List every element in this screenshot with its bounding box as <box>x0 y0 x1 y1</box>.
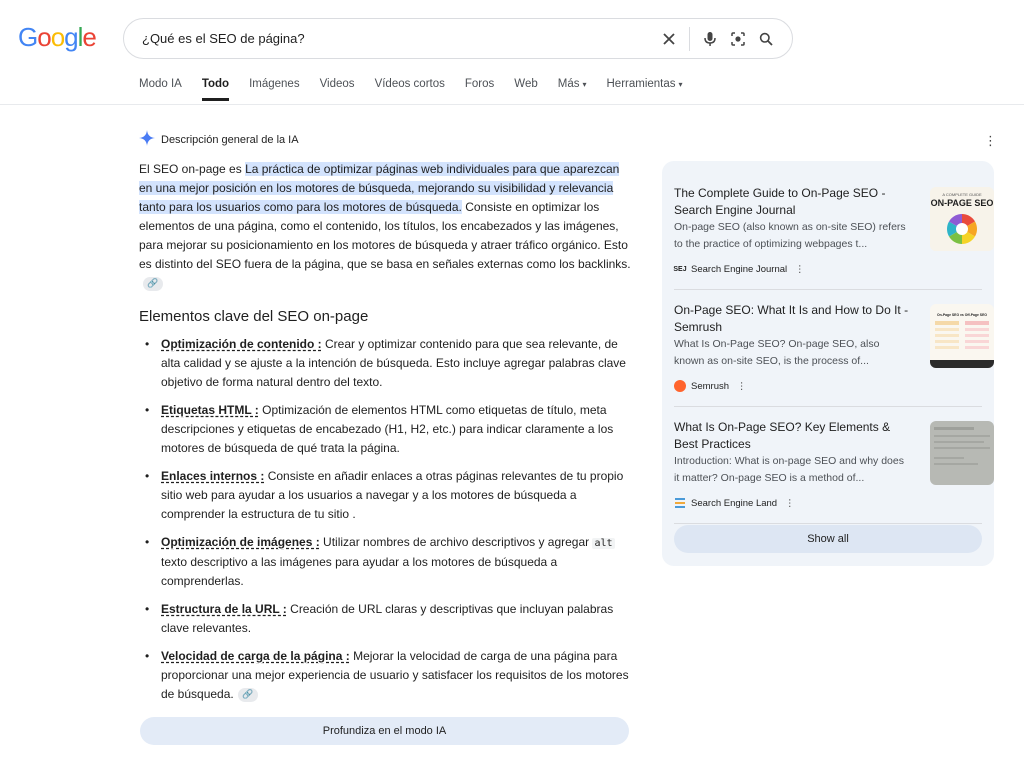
source-card[interactable] <box>674 290 987 407</box>
source-title[interactable]: On-Page SEO: What It Is and How to Do It - Semrush <box>674 303 909 334</box>
intro-pre: El SEO on-page es <box>139 162 246 176</box>
header-divider <box>0 104 1024 105</box>
google-logo[interactable] <box>18 22 96 53</box>
item-text: Creación de URL claras y descriptivas que incluyan palabras clave relevantes. <box>161 602 614 635</box>
thumb-title-text: ON-PAGE SEO <box>930 198 994 208</box>
source-site <box>674 263 805 275</box>
source-snippet: On-page SEO (also known as on-site SEO) refers to the practice of optimizing webpages t... <box>674 221 906 250</box>
source-title[interactable]: The Complete Guide to On-Page SEO - Search Engine Journal <box>674 186 886 217</box>
tab-short-videos[interactable]: Vídeos cortos <box>374 78 445 90</box>
tab-web[interactable]: Web <box>514 78 538 90</box>
logo-letter: l <box>77 22 83 52</box>
source-site-name: Semrush <box>691 380 730 392</box>
section-title: Elementos clave del SEO on-page <box>139 308 369 325</box>
tab-images[interactable]: Imágenes <box>249 78 300 90</box>
term-link[interactable]: Etiquetas HTML : <box>161 403 259 417</box>
intro-post: Consiste en optimizar los elementos de una página, como el contenido, los títulos, los encabezados y las imágenes, para mejorar su posicionamiento en los motores de búsqueda y atraer tráfico orgánico. Esto es distinto del SEO fuera de la página, que se basa en señales externas como los backlinks. <box>139 200 631 271</box>
source-site-name: Search Engine Journal <box>691 263 788 275</box>
ai-overview-header <box>139 130 299 149</box>
more-options-icon[interactable]: ⋮ <box>795 263 805 275</box>
tab-tools-label: Herramientas <box>606 78 676 90</box>
item-text: Optimización de elementos HTML como etiquetas de título, meta descripciones y etiquetas de encabezado (H1, H2, etc.) para indicar claramente a los motores de búsqueda de qué trata la página. <box>161 403 614 455</box>
source-title[interactable]: What Is On-Page SEO? Key Elements & Best Practices <box>674 420 891 451</box>
sel-favicon-icon <box>674 497 686 509</box>
tab-videos[interactable]: Videos <box>319 78 355 90</box>
source-card[interactable] <box>674 407 982 524</box>
source-thumbnail[interactable] <box>930 304 994 368</box>
source-site-name: Search Engine Land <box>691 497 778 509</box>
item-text: Mejorar la velocidad de carga de una página para proporcionar una mejor experiencia de usuario y satisfacer los requisitos de los motores de búsqueda. <box>161 649 629 701</box>
more-options-icon[interactable]: ⋮ <box>984 133 997 148</box>
tab-ai-mode[interactable]: Modo IA <box>139 78 182 90</box>
list-item <box>139 647 631 704</box>
more-options-icon[interactable]: ⋮ <box>785 497 795 509</box>
show-all-button[interactable]: Show all <box>674 525 982 553</box>
search-box[interactable] <box>123 18 793 59</box>
term-link[interactable]: Optimización de imágenes : <box>161 535 320 549</box>
chevron-down-icon: ▾ <box>678 80 683 89</box>
thumb-top-text: A COMPLETE GUIDE <box>942 192 982 197</box>
logo-letter: o <box>37 22 51 52</box>
logo-letter: G <box>18 22 38 52</box>
source-card[interactable] <box>673 173 994 290</box>
sources-panel <box>662 161 994 566</box>
item-text: Utilizar nombres de archivo descriptivos y agregar <box>319 535 593 549</box>
sej-favicon-icon: SEJ <box>673 265 687 273</box>
source-site <box>674 497 795 509</box>
list-item <box>139 335 631 392</box>
search-divider <box>689 27 690 51</box>
search-input[interactable] <box>142 31 655 46</box>
item-text: Consiste en añadir enlaces a otras páginas relevantes de tu propio sitio web para ayudar a los usuarios a navegar y a los motores de búsqueda a comprender la estructura de tu sitio . <box>161 469 624 521</box>
term-link[interactable]: Optimización de contenido : <box>161 337 322 351</box>
ai-overview-body <box>139 160 631 713</box>
list-item <box>139 401 631 458</box>
tab-forums[interactable]: Foros <box>464 78 495 90</box>
item-text: Crear y optimizar contenido para que sea relevante, de alta calidad y se ajuste a la intención de búsqueda. Esto incluye agregar palabras clave objetivo de forma natural dentro del texto. <box>161 337 626 389</box>
thumb-title-text: On-Page SEO vs Off-Page SEO <box>937 313 987 317</box>
tab-more[interactable] <box>558 78 587 101</box>
semrush-favicon-icon <box>674 380 686 392</box>
search-icon[interactable] <box>752 25 780 53</box>
search-tabs <box>139 78 703 101</box>
code-snippet: alt <box>594 538 613 549</box>
source-snippet: Introduction: What is on-page SEO and why does it matter? On-page SEO is a method of... <box>674 455 904 484</box>
link-icon[interactable]: 🔗 <box>238 688 258 702</box>
logo-letter: e <box>82 22 96 52</box>
list-item <box>139 467 631 524</box>
list-item <box>139 600 631 638</box>
deep-dive-ai-mode-button[interactable]: Profundiza en el modo IA <box>140 717 629 745</box>
item-text: texto descriptivo a las imágenes para ayudar a los motores de búsqueda a comprenderlas. <box>161 555 558 588</box>
link-icon[interactable]: 🔗 <box>143 277 163 291</box>
camera-lens-icon[interactable] <box>724 25 752 53</box>
source-thumbnail[interactable] <box>930 187 994 251</box>
key-elements-list <box>139 335 631 704</box>
ai-overview-title: Descripción general de la IA <box>161 133 299 146</box>
logo-letter: o <box>50 22 65 52</box>
term-link[interactable]: Enlaces internos : <box>161 469 265 483</box>
gemini-spark-icon <box>139 130 155 149</box>
source-site <box>674 380 747 392</box>
source-thumbnail[interactable] <box>930 421 994 485</box>
tab-all[interactable]: Todo <box>202 78 229 101</box>
tab-more-label: Más <box>557 78 580 90</box>
tab-tools[interactable] <box>607 78 683 101</box>
ai-intro-paragraph <box>139 160 631 293</box>
intro-highlight: La práctica de optimizar páginas web individuales para que aparezcan en una mejor posición en los motores de búsqueda, mejorando su visibilidad y relevancia tanto para los usuarios como para los motores de búsqueda. <box>139 162 620 214</box>
logo-letter: g <box>64 22 78 52</box>
clear-icon[interactable] <box>655 25 683 53</box>
more-options-icon[interactable]: ⋮ <box>737 380 747 392</box>
microphone-icon[interactable] <box>696 25 724 53</box>
term-link[interactable]: Estructura de la URL : <box>161 602 287 616</box>
source-snippet: What Is On-Page SEO? On-page SEO, also known as on-site SEO, is the process of... <box>674 338 880 367</box>
term-link[interactable]: Velocidad de carga de la página : <box>161 649 350 663</box>
chevron-down-icon: ▾ <box>582 80 587 89</box>
list-item <box>139 533 631 591</box>
